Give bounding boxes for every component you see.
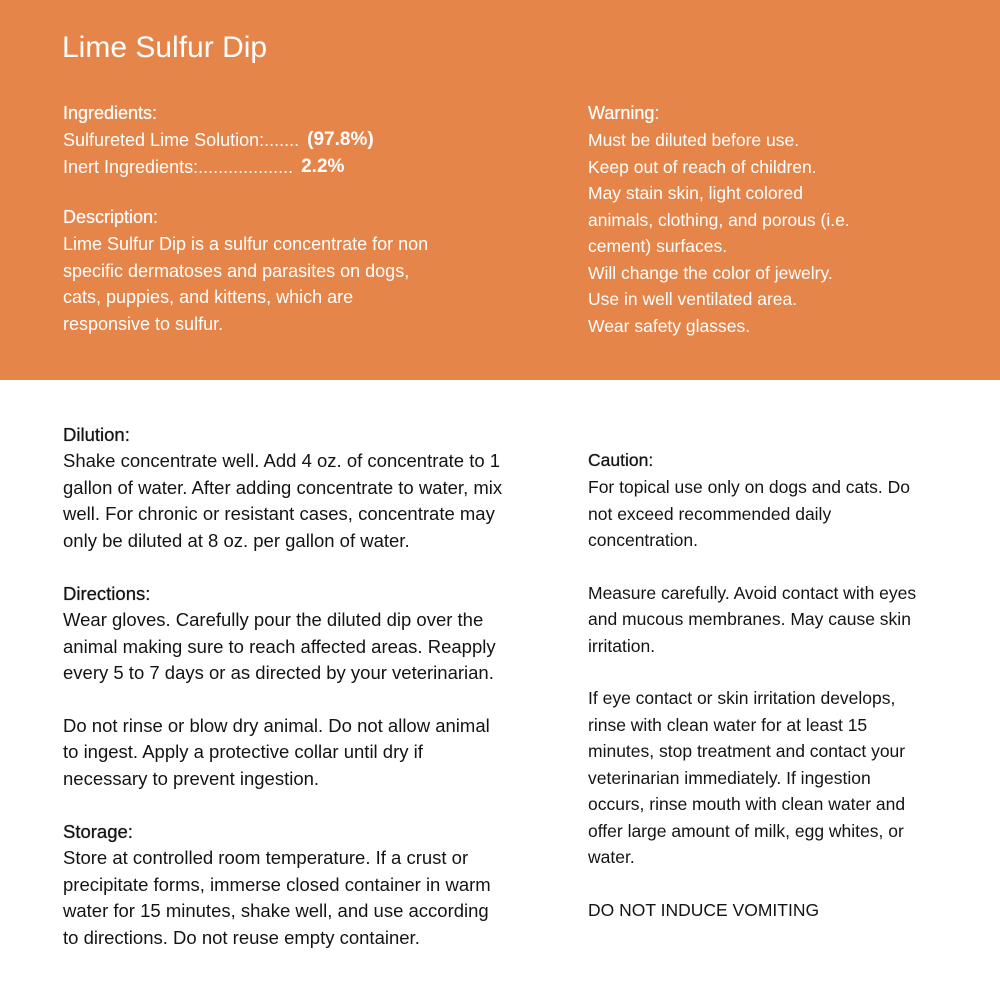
caution-heading: Caution:: [588, 450, 654, 470]
ingredients-section: [63, 100, 543, 337]
warning-line: Will change the color of jewelry.: [588, 262, 833, 283]
caution-line: offer large amount of milk, egg whites, or: [588, 820, 904, 841]
caution-line: irritation.: [588, 635, 656, 656]
left-instructions-column: [63, 421, 563, 951]
warning-line: animals, clothing, and porous (i.e.: [588, 209, 850, 230]
caution-line: and mucous membranes. May cause skin: [588, 609, 911, 629]
ingredient-label: Sulfureted Lime Solution:.......: [63, 130, 300, 150]
caution-line: For topical use only on dogs and cats. Do: [588, 477, 910, 497]
ingredient-label: Inert Ingredients:...................: [63, 156, 294, 177]
description-heading: Description:: [63, 207, 159, 227]
warning-line: Wear safety glasses.: [588, 315, 751, 336]
header-banner: [0, 0, 1000, 380]
warning-section: [588, 100, 968, 339]
product-title: Lime Sulfur Dip: [62, 31, 268, 64]
ingredient-value: (97.8%): [307, 129, 374, 150]
warning-line: May stain skin, light colored: [588, 183, 803, 203]
description-line: responsive to sulfur.: [63, 313, 224, 334]
caution-line: occurs, rinse mouth with clean water and: [588, 794, 906, 814]
storage-line: Store at controlled room temperature. If a crust or: [63, 847, 469, 868]
dilution-line: well. For chronic or resistant cases, concentrate may: [63, 503, 495, 524]
dilution-line: gallon of water. After adding concentrate to water, mix: [63, 476, 503, 498]
directions-line: to ingest. Apply a protective collar until dry if: [63, 741, 423, 762]
caution-line: Measure carefully. Avoid contact with eyes: [588, 582, 917, 603]
caution-line: minutes, stop treatment and contact your: [588, 741, 906, 761]
ingredient-value: 2.2%: [301, 155, 345, 177]
caution-line: water.: [588, 847, 635, 867]
description-line: Lime Sulfur Dip is a sulfur concentrate for non: [63, 234, 429, 254]
description-line: cats, puppies, and kittens, which are: [63, 287, 354, 307]
caution-line: If eye contact or skin irritation develops,: [588, 688, 896, 708]
caution-line: rinse with clean water for at least 15: [588, 714, 868, 735]
caution-line: not exceed recommended daily: [588, 503, 832, 524]
dilution-line: only be diluted at 8 oz. per gallon of water.: [63, 529, 410, 551]
caution-line: veterinarian immediately. If ingestion: [588, 767, 871, 788]
warning-line: Use in well ventilated area.: [588, 289, 798, 309]
do-not-induce-vomiting-notice: DO NOT INDUCE VOMITING: [588, 899, 820, 920]
dilution-heading: Dilution:: [63, 424, 130, 445]
directions-line: Wear gloves. Carefully pour the diluted dip over the: [63, 609, 484, 630]
caution-section: [588, 447, 978, 923]
warning-line: cement) surfaces.: [588, 236, 728, 256]
ingredient-row: [63, 154, 543, 181]
directions-line: every 5 to 7 days or as directed by your veterinarian.: [63, 662, 494, 683]
description-line: specific dermatoses and parasites on dogs,: [63, 260, 410, 281]
warning-line: Keep out of reach of children.: [588, 156, 817, 177]
directions-line: Do not rinse or blow dry animal. Do not allow animal: [63, 714, 490, 736]
storage-line: water for 15 minutes, shake well, and use according: [63, 900, 489, 921]
directions-line: necessary to prevent ingestion.: [63, 767, 320, 789]
warning-heading: Warning:: [588, 103, 660, 123]
dilution-line: Shake concentrate well. Add 4 oz. of concentrate to 1: [63, 450, 501, 471]
ingredient-row: [63, 127, 543, 154]
storage-line: precipitate forms, immerse closed container in warm: [63, 873, 491, 895]
directions-line: animal making sure to reach affected areas. Reapply: [63, 635, 496, 657]
directions-heading: Directions:: [63, 583, 151, 604]
storage-line: to directions. Do not reuse empty container.: [63, 926, 420, 948]
caution-line: concentration.: [588, 530, 698, 550]
storage-heading: Storage:: [63, 821, 133, 842]
warning-line: Must be diluted before use.: [588, 130, 800, 150]
ingredients-heading: Ingredients:: [63, 103, 158, 123]
